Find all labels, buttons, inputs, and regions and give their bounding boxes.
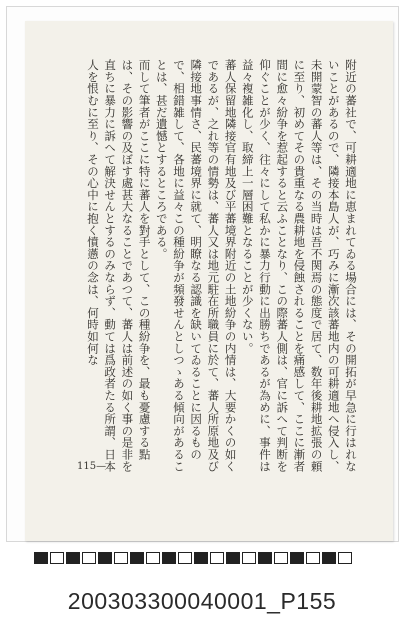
scale-bar-segment <box>50 552 64 564</box>
scale-bar-segment <box>242 552 256 564</box>
page-number: 115— <box>77 461 107 472</box>
book-page <box>25 21 393 541</box>
scale-bar-segment <box>274 552 288 564</box>
scale-bar-segment <box>178 552 192 564</box>
scale-bar-segment <box>162 552 176 564</box>
scale-bar-segment <box>34 552 48 564</box>
paragraph-3: 而して筆者がここに特に蕃人を對手として、この種紛争を、最も憂慮する點は、その影響の及ぼす處甚大なることであつて、蕃人は前述の如く事の是非を直ちに暴力に訴へて解決せんとするのみならず、動ては爲政者たる所謂、日本人を恨むに至り、その心中に抱く憤懣の念は、何時如何な <box>85 59 152 472</box>
scale-bar-segment <box>66 552 80 564</box>
scale-bar-segment <box>210 552 224 564</box>
body-text <box>59 59 359 479</box>
scale-bar-segment <box>338 552 352 564</box>
scale-bar-segment <box>98 552 112 564</box>
paragraph-1: 附近の蕃社で、可耕適地に恵まれてゐる場合には、その開拓が早急に行はれないことがあるので、隣接本島人が、巧みに漸次該蕃地内の可耕適地へ侵入し、未開蒙智の蕃人等は、その当時は吾不関焉の態度で居て、数年後耕地拡張の頼に至り、初めてその貴重なる農耕地を侵蝕されることを痛感して、ここに漸者間に愈々紛争を惹起すると云ふことなり、この際蕃人側は、官に訴へて判断を仰ぐことが少く、往々にして私かに暴力行動に出勝ちであるが為めに、事件は益々複雑化し、取締上一層困難となることが少くない。 <box>240 59 358 472</box>
paragraph-2: 蕃人保留地隣接官有地及び平蕃境界附近の土地紛争の内情は、大要かくの如くであるが、之れ等の情勢は、蕃人又は地元駐在所職員に於て、蕃人所原地及び隣接地事情さ、民蕃境界に就て、明瞭なる認識を缺いてゐることに因るもので、相錯雑して、各地に益々この種紛争が頻發せんとしつゝある傾向があることは、甚だ遺憾とするところである。 <box>154 59 238 472</box>
scale-bar-segment <box>194 552 208 564</box>
image-id-caption: 200303300040001_P155 <box>67 588 337 614</box>
document-frame <box>6 6 399 542</box>
scale-bar-segment <box>258 552 272 564</box>
scale-bar-segment <box>290 552 304 564</box>
scale-bar-segment <box>306 552 320 564</box>
scale-bar-segment <box>322 552 336 564</box>
scale-bar-segment <box>114 552 128 564</box>
scale-bar <box>0 546 404 564</box>
scale-bar-segment <box>146 552 160 564</box>
scale-bar-segment <box>130 552 144 564</box>
scale-bar-segment <box>226 552 240 564</box>
scale-bar-segment <box>82 552 96 564</box>
